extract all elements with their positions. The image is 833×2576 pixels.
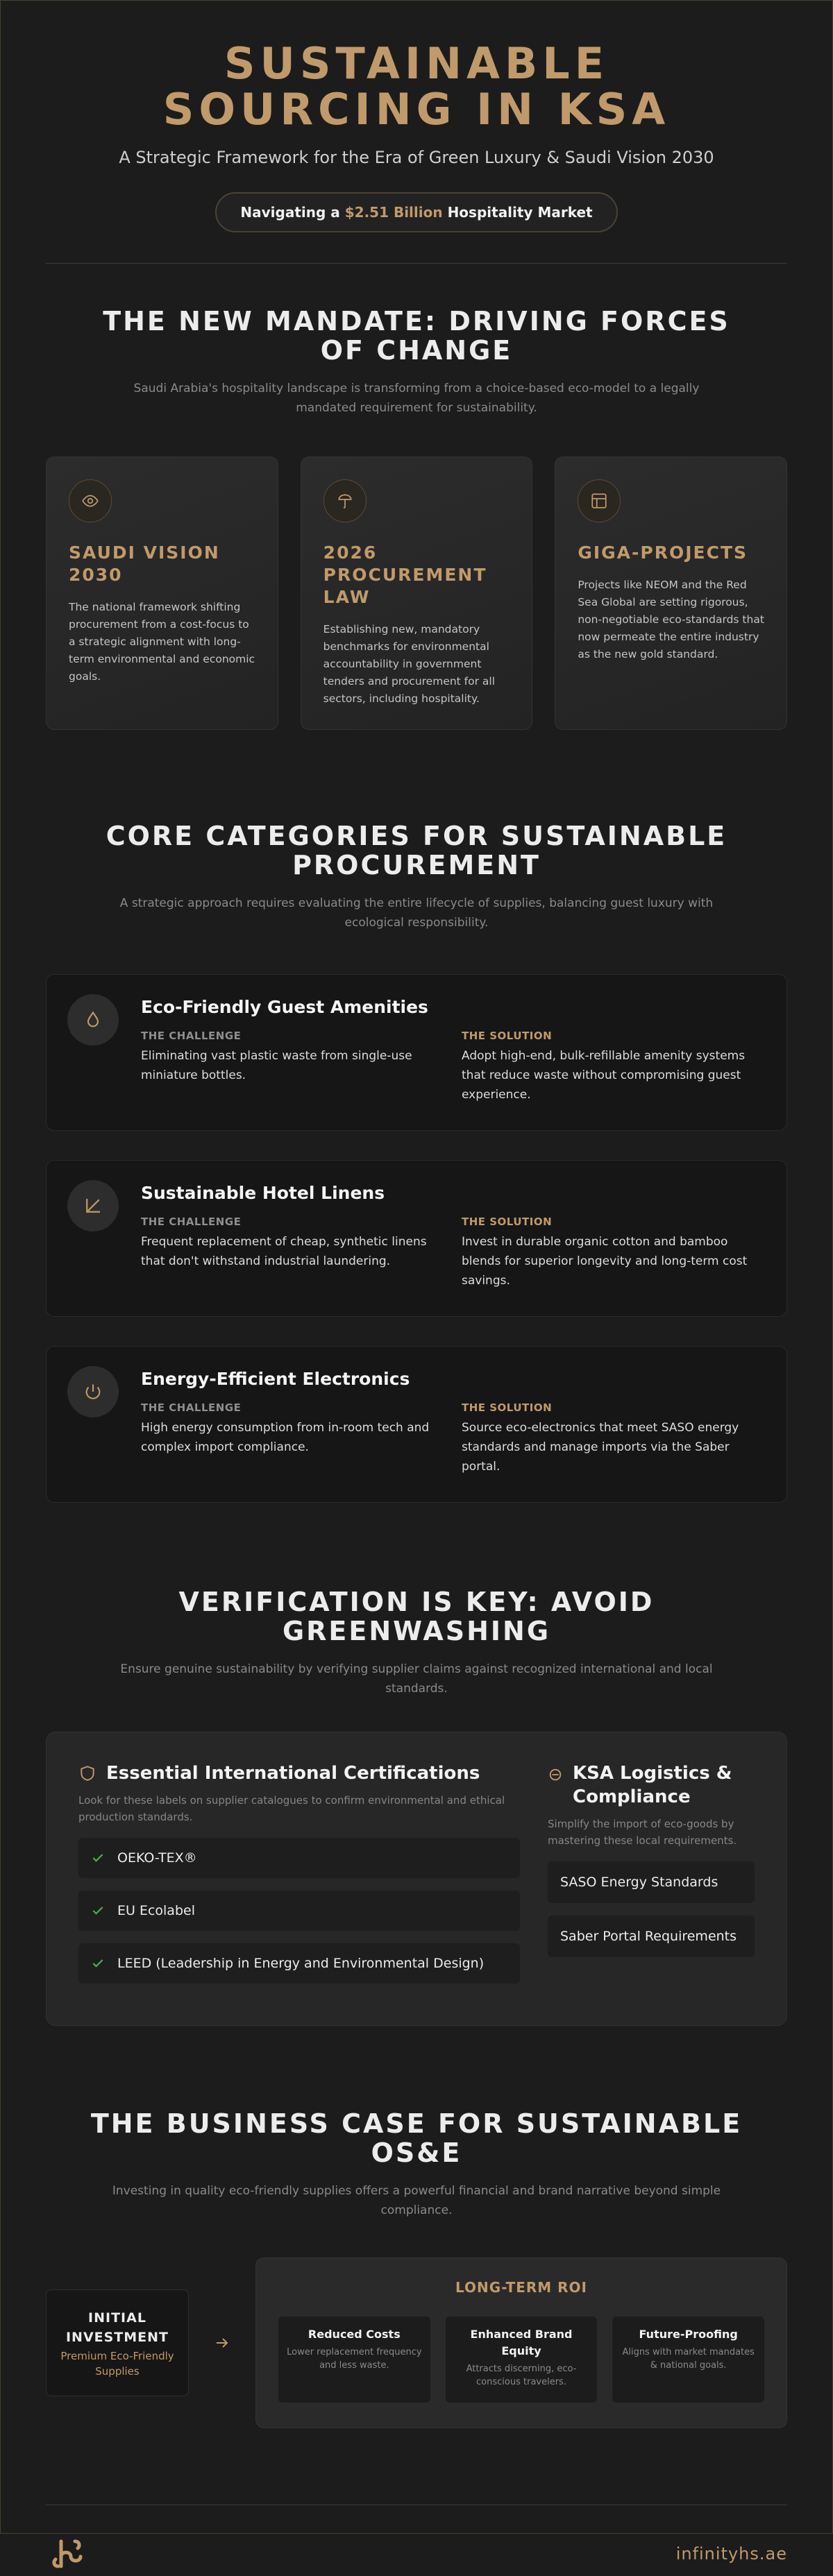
solution-text: Source eco-electronics that meet SASO energy standards and manage imports via the Saber portal.: [462, 1421, 739, 1474]
section-title: THE BUSINESS CASE FOR SUSTAINABLE OS&E: [90, 2108, 743, 2168]
page-title: SUSTAINABLE SOURCING IN KSA: [162, 38, 671, 135]
section-subtitle: Saudi Arabia's hospitality landscape is transforming from a choice-based eco-model to a legally mandated requirement for sustainability.: [133, 382, 700, 415]
solution-text: Adopt high-end, bulk-refillable amenity systems that reduce waste without compromising guest experience.: [462, 1049, 746, 1102]
gavel-icon: [323, 479, 367, 522]
certification-label: LEED (Leadership in Energy and Environmental Design): [117, 1956, 485, 1971]
check-icon: [91, 1904, 105, 1918]
verification-panel: [46, 1732, 787, 2026]
category-card: [46, 1346, 787, 1503]
certifications-title: Essential International Certifications: [106, 1763, 480, 1784]
roi-item-title: Future-Proofing: [639, 2328, 738, 2341]
roi-item-title: Reduced Costs: [308, 2328, 401, 2341]
investment-subtitle: Premium Eco-Friendly Supplies: [60, 2350, 174, 2378]
ksa-compliance-block: [548, 1762, 755, 1990]
certification-label: EU Ecolabel: [117, 1903, 195, 1918]
card-text: The national framework shifting procurement from a cost-focus to a strategic alignment with long-term environmental and economic goals.: [69, 601, 255, 683]
card-text: Projects like NEOM and the Red Sea Global are setting rigorous, non-negotiable eco-standards that now permeate the entire industry as the new gold standard.: [578, 579, 764, 660]
section-subtitle: Investing in quality eco-friendly supplies offers a powerful financial and brand narrative beyond simple compliance.: [112, 2184, 721, 2217]
card-text: Establishing new, mandatory benchmarks for environmental accountability in government tenders and procurement for all sectors, including hospitality.: [323, 623, 496, 705]
certification-item: [78, 1838, 520, 1878]
roi-item-title: Enhanced Brand Equity: [470, 2328, 573, 2357]
roi-item: [612, 2317, 764, 2403]
driver-card: [46, 457, 278, 730]
verification-section: [46, 1503, 787, 2026]
solution-label: THE SOLUTION: [462, 1030, 553, 1042]
investment-title: INITIAL INVESTMENT: [65, 2310, 169, 2345]
driver-card: [301, 457, 533, 730]
roi-title: LONG-TERM ROI: [455, 2279, 587, 2296]
roi-item-text: Lower replacement frequency and less waste.: [287, 2347, 422, 2371]
card-title: SAUDI VISION 2030: [69, 543, 220, 585]
challenge-text: Frequent replacement of cheap, synthetic linens that don't withstand industrial laundering.: [141, 1235, 427, 1268]
roi-panel: [255, 2258, 787, 2428]
ksa-title: KSA Logistics & Compliance: [573, 1763, 732, 1807]
certification-item: [78, 1891, 520, 1931]
challenge-text: Eliminating vast plastic waste from single-use miniature bottles.: [141, 1049, 412, 1082]
category-title: Energy-Efficient Electronics: [141, 1369, 410, 1389]
card-title: GIGA-PROJECTS: [578, 543, 748, 563]
roi-item-text: Aligns with market mandates & national goals.: [622, 2347, 755, 2371]
solution-label: THE SOLUTION: [462, 1401, 553, 1414]
certification-label: OEKO-TEX®: [117, 1850, 197, 1866]
hs-logo-icon[interactable]: [46, 2532, 90, 2576]
challenge-label: THE CHALLENGE: [141, 1030, 242, 1042]
challenge-label: THE CHALLENGE: [141, 1401, 242, 1414]
hero: [1, 1, 832, 232]
power-icon: [67, 1366, 119, 1417]
category-card: [46, 974, 787, 1131]
ksa-item: Saber Portal Requirements: [548, 1916, 755, 1957]
blueprint-icon: [578, 479, 621, 522]
eye-icon: [69, 479, 112, 522]
categories-section: [46, 730, 787, 1503]
arrow-right-icon: [189, 2335, 255, 2351]
certifications-block: [78, 1762, 520, 1990]
driver-card: [555, 457, 787, 730]
category-card: [46, 1160, 787, 1317]
category-title: Sustainable Hotel Linens: [141, 1183, 385, 1203]
check-icon: [91, 1851, 105, 1865]
section-title: VERIFICATION IS KEY: AVOID GREENWASHING: [178, 1587, 655, 1646]
badge-highlight: $2.51 Billion: [344, 204, 443, 221]
website-link[interactable]: infinityhs.ae: [675, 2544, 787, 2564]
section-title: THE NEW MANDATE: DRIVING FORCES OF CHANGE: [103, 306, 730, 366]
certifications-note: Look for these labels on supplier catalogues to confirm environmental and ethical production standards.: [78, 1794, 505, 1823]
footer: [46, 2532, 787, 2576]
badge-prefix: Navigating a: [240, 204, 345, 221]
category-title: Eco-Friendly Guest Amenities: [141, 997, 428, 1017]
droplet-icon: [67, 994, 119, 1046]
business-section: [46, 2026, 787, 2428]
ksa-item: SASO Energy Standards: [548, 1861, 755, 1903]
roi-item: [446, 2317, 598, 2403]
mandate-section: [46, 264, 787, 730]
compliance-icon: [548, 1767, 563, 1782]
section-subtitle: A strategic approach requires evaluating the entire lifecycle of supplies, balancing guest luxury with ecological responsibility.: [119, 896, 714, 930]
card-title: 2026 PROCUREMENT LAW: [323, 543, 487, 607]
shield-icon: [78, 1764, 96, 1782]
solution-label: THE SOLUTION: [462, 1216, 553, 1228]
hero-subtitle: A Strategic Framework for the Era of Green Luxury & Saudi Vision 2030: [119, 148, 714, 167]
roi-flow: [46, 2258, 787, 2428]
initial-investment-box: [46, 2289, 189, 2396]
section-title: CORE CATEGORIES FOR SUSTAINABLE PROCUREMENT: [106, 821, 727, 880]
market-size-badge: [215, 192, 617, 232]
badge-suffix: Hospitality Market: [442, 204, 593, 221]
challenge-text: High energy consumption from in-room tech and complex import compliance.: [141, 1421, 430, 1454]
solution-text: Invest in durable organic cotton and bamboo blends for superior longevity and long-term cost savings.: [462, 1235, 748, 1288]
ksa-note: Simplify the import of eco-goods by mastering these local requirements.: [548, 1818, 737, 1847]
section-subtitle: Ensure genuine sustainability by verifying supplier claims against recognized international and local standards.: [120, 1662, 713, 1696]
driver-cards: [46, 457, 787, 730]
fold-icon: [67, 1180, 119, 1231]
challenge-label: THE CHALLENGE: [141, 1216, 242, 1228]
check-icon: [91, 1956, 105, 1970]
certification-item: [78, 1943, 520, 1984]
roi-item-text: Attracts discerning, eco-conscious travelers.: [466, 2364, 577, 2387]
roi-item: [278, 2317, 430, 2403]
